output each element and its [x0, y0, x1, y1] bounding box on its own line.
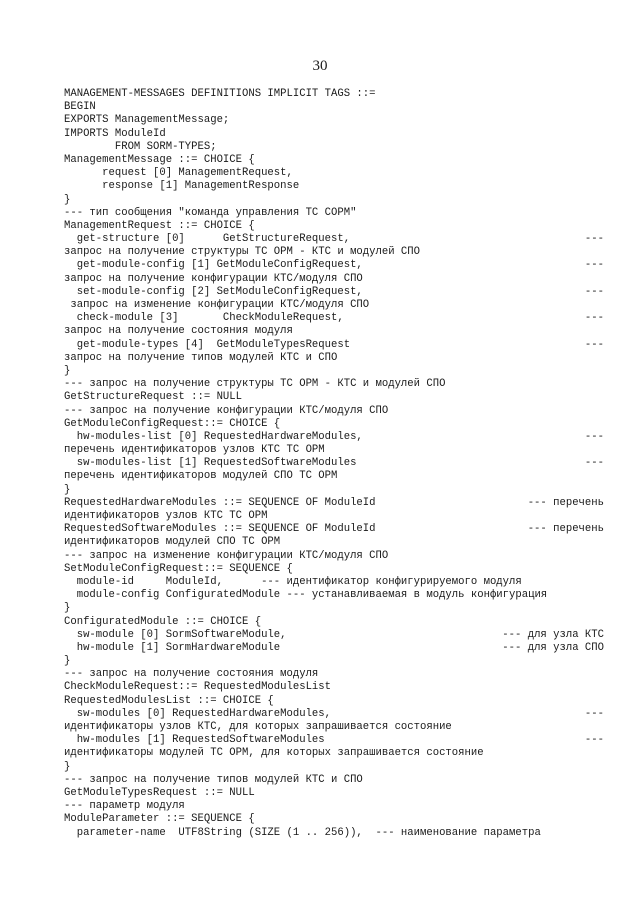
code-line-text: }	[64, 483, 71, 496]
code-line	[64, 365, 604, 378]
code-line-text: hw-modules-list [0] RequestedHardwareModules,	[64, 430, 363, 443]
code-line-text: перечень идентификаторов модулей СПО ТС ОРМ	[64, 470, 338, 483]
code-line	[64, 774, 604, 787]
code-line-comment: ---	[584, 430, 604, 443]
code-line	[64, 444, 604, 457]
code-line-comment: ---	[584, 338, 604, 351]
code-line-text: get-module-config [1] GetModuleConfigRequest,	[64, 259, 363, 272]
code-line-text: sw-modules-list [1] RequestedSoftwareModules	[64, 457, 357, 470]
code-line-text: }	[64, 760, 71, 773]
code-line-text: запрос на изменение конфигурации КТС/модуля СПО	[64, 299, 370, 311]
page-number: 30	[312, 58, 328, 74]
code-line-text: SetModuleConfigRequest::= SEQUENCE {	[64, 562, 293, 575]
code-line-text: RequestedSoftwareModules ::= SEQUENCE OF ModuleId	[64, 523, 376, 536]
code-line-text: response [1] ManagementResponse	[64, 180, 300, 193]
code-line-text: CheckModuleRequest::= RequestedModulesList	[64, 681, 332, 694]
code-line	[64, 391, 604, 404]
code-line-text: ConfiguratedModule ::= CHOICE {	[64, 615, 262, 628]
code-line	[64, 339, 604, 352]
code-line-text: запрос на получение состояния модуля	[64, 325, 293, 338]
code-line-text: --- запрос на получение типов модулей КТС и СПО	[64, 773, 363, 786]
code-line	[64, 510, 604, 523]
code-line	[64, 536, 604, 549]
code-line-comment: --- перечень	[527, 523, 604, 536]
code-line-text: }	[64, 602, 71, 615]
code-line-text: --- запрос на получение состояния модуля	[64, 668, 319, 681]
code-line-text: check-module [3] CheckModuleRequest,	[64, 312, 344, 325]
code-line-text: sw-module [0] SormSoftwareModule,	[64, 628, 287, 641]
code-line	[64, 734, 604, 747]
code-line	[64, 259, 604, 272]
code-line	[64, 602, 604, 615]
code-line-text: get-module-types [4] GetModuleTypesRequest	[64, 338, 351, 351]
code-line	[64, 220, 604, 233]
code-line	[64, 655, 604, 668]
code-line-text: --- запрос на изменение конфигурации КТС/модуля СПО	[64, 549, 389, 562]
code-line	[64, 721, 604, 734]
code-line-text: запрос на получение конфигурации КТС/модуля СПО	[64, 272, 363, 285]
code-line	[64, 563, 604, 576]
code-line-text: FROM SORM-TYPES;	[64, 140, 217, 153]
code-line	[64, 813, 604, 826]
code-line	[64, 431, 604, 444]
code-line-text: get-structure [0] GetStructureRequest,	[64, 233, 351, 246]
code-line	[64, 128, 604, 141]
code-line-text: идентификаторов узлов КТС ТС ОРМ	[64, 510, 268, 522]
code-line-text: }	[64, 193, 71, 206]
code-line	[64, 497, 604, 510]
code-line	[64, 708, 604, 721]
code-line-text: }	[64, 364, 71, 377]
code-line-text: --- тип сообщения "команда управления ТС СОРМ"	[64, 206, 357, 219]
code-line-comment: ---	[584, 457, 604, 470]
code-line	[64, 273, 604, 286]
code-line-comment: ---	[584, 285, 604, 298]
code-line	[64, 629, 604, 642]
code-line	[64, 787, 604, 800]
code-line	[64, 114, 604, 127]
code-line-text: --- запрос на получение конфигурации КТС/модуля СПО	[64, 404, 389, 417]
code-line	[64, 378, 604, 391]
code-line	[64, 88, 604, 101]
code-line-text: module-id ModuleId, --- идентификатор конфигурируемого модуля	[64, 575, 522, 588]
code-line-comment: --- для узла КТС	[502, 628, 604, 641]
code-line	[64, 668, 604, 681]
code-line	[64, 576, 604, 589]
code-line-text: RequestedHardwareModules ::= SEQUENCE OF ModuleId	[64, 496, 376, 509]
code-line	[64, 352, 604, 365]
code-line	[64, 616, 604, 629]
code-line-comment: ---	[584, 312, 604, 325]
code-line	[64, 180, 604, 193]
code-line	[64, 457, 604, 470]
code-line-text: ManagementRequest ::= CHOICE {	[64, 219, 255, 232]
code-line-comment: ---	[584, 233, 604, 246]
code-line-comment: --- перечень	[527, 496, 604, 509]
code-line	[64, 154, 604, 167]
code-line	[64, 589, 604, 602]
asn1-code-block	[64, 88, 604, 840]
code-line-text: GetModuleConfigRequest::= CHOICE {	[64, 417, 281, 430]
code-line-text: MANAGEMENT-MESSAGES DEFINITIONS IMPLICIT TAGS ::=	[64, 88, 376, 100]
code-line	[64, 484, 604, 497]
code-line	[64, 194, 604, 207]
code-line	[64, 325, 604, 338]
code-line-text: --- параметр модуля	[64, 800, 185, 813]
code-line	[64, 207, 604, 220]
code-line	[64, 761, 604, 774]
code-line	[64, 286, 604, 299]
code-line	[64, 312, 604, 325]
code-line	[64, 418, 604, 431]
code-line	[64, 550, 604, 563]
code-line	[64, 405, 604, 418]
code-line-text: идентификаторов модулей СПО ТС ОРМ	[64, 536, 281, 549]
code-line-text: идентификаторы узлов КТС, для которых запрашивается состояние	[64, 721, 452, 733]
code-line-text: GetModuleTypesRequest ::= NULL	[64, 786, 255, 799]
code-line	[64, 747, 604, 760]
code-line	[64, 695, 604, 708]
code-line	[64, 167, 604, 180]
code-line	[64, 681, 604, 694]
code-line-text: запрос на получение структуры ТС ОРМ - КТС и модулей СПО	[64, 246, 421, 259]
code-line-comment: --- для узла СПО	[502, 641, 604, 654]
code-line-text: sw-modules [0] RequestedHardwareModules,	[64, 707, 332, 720]
code-line-text: request [0] ManagementRequest,	[64, 167, 293, 180]
code-line-text: запрос на получение типов модулей КТС и СПО	[64, 351, 338, 364]
code-line-comment: ---	[584, 707, 604, 720]
code-line-text: hw-modules [1] RequestedSoftwareModules	[64, 734, 325, 747]
code-line-text: ManagementMessage ::= CHOICE {	[64, 153, 255, 166]
code-line	[64, 470, 604, 483]
code-line-text: }	[64, 655, 71, 668]
code-line	[64, 827, 604, 840]
code-line	[64, 800, 604, 813]
code-line-text: hw-module [1] SormHardwareModule	[64, 641, 281, 654]
code-line	[64, 141, 604, 154]
code-line-text: set-module-config [2] SetModuleConfigRequest,	[64, 285, 363, 298]
code-line	[64, 233, 604, 246]
code-line	[64, 523, 604, 536]
code-line-text: EXPORTS ManagementMessage;	[64, 114, 230, 127]
code-line-text: идентификаторы модулей ТС ОРМ, для которых запрашивается состояние	[64, 747, 484, 760]
code-line-text: IMPORTS ModuleId	[64, 127, 166, 140]
code-line	[64, 101, 604, 114]
code-line-text: module-config ConfiguratedModule --- устанавливаемая в модуль конфигурация	[64, 589, 548, 602]
code-line-text: --- запрос на получение структуры ТС ОРМ - КТС и модулей СПО	[64, 378, 446, 391]
code-line	[64, 642, 604, 655]
code-line-text: перечень идентификаторов узлов КТС ТС ОРМ	[64, 444, 325, 457]
code-line-text: ModuleParameter ::= SEQUENCE {	[64, 813, 255, 826]
code-line-comment: ---	[584, 734, 604, 747]
code-line-text: BEGIN	[64, 101, 96, 114]
code-line-text: RequestedModulesList ::= CHOICE {	[64, 694, 274, 707]
code-line	[64, 299, 604, 312]
code-line-text: parameter-name UTF8String (SIZE (1 .. 256)), --- наименование параметра	[64, 826, 541, 839]
code-line-text: GetStructureRequest ::= NULL	[64, 391, 243, 404]
code-line-comment: ---	[584, 259, 604, 272]
code-line	[64, 246, 604, 259]
